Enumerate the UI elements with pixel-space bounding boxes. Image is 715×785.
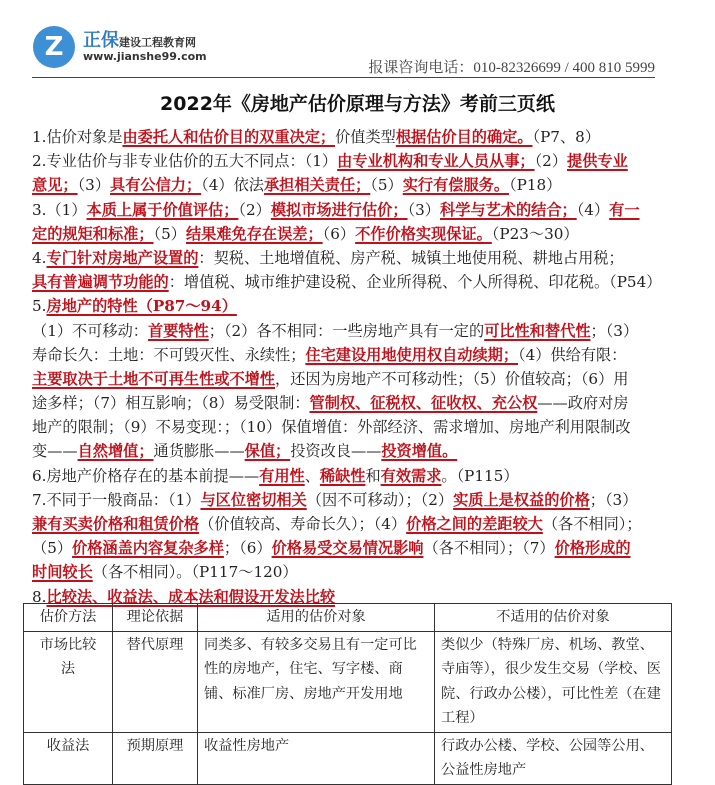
body-text: （6）	[322, 224, 356, 243]
method-comparison-table	[23, 603, 672, 785]
emphasized-text: 自然增值；	[77, 442, 154, 461]
emphasized-text: 定的规矩和标准；	[32, 224, 154, 243]
table-row	[24, 732, 672, 784]
body-text: （2）	[238, 200, 271, 219]
emphasized-text: 根据估价目的确定。	[395, 128, 533, 146]
body-text: （5）	[32, 539, 73, 558]
text-line	[32, 512, 672, 536]
cell-not-applicable: 类似少（特殊厂房、机场、教堂、寺庙等），很少发生交易（学校、医院、行政办公楼），可比性差（在建工程）	[435, 631, 672, 732]
body-text: （各不相同）；（7）	[423, 539, 555, 558]
page-title: 2022年《房地产估价原理与方法》考前三页纸	[160, 93, 555, 115]
emphasized-text: 主要取决于土地不可再生性或不增性	[32, 369, 275, 388]
body-text: （5）	[153, 224, 186, 243]
body-text: ；（3）	[590, 321, 639, 340]
body-text: 3.（1）	[32, 200, 87, 219]
emphasized-text: 首要特性	[147, 321, 209, 340]
text-line	[32, 270, 672, 294]
logo-brand: 正保	[83, 30, 119, 51]
body-text: 6.房地产价格存在的基本前提——	[32, 466, 260, 485]
emphasized-text: 结果难免存在误差；	[185, 224, 323, 243]
column-header: 估价方法	[24, 604, 113, 632]
cell-not-applicable: 行政办公楼、学校、公园等公用、公益性房地产	[435, 732, 672, 784]
body-text: 途多样；（7）相互影响；（8）易受限制：	[32, 394, 310, 413]
column-header: 适用的估价对象	[198, 604, 435, 632]
emphasized-text: 具有公信力；	[110, 176, 202, 195]
body-text: （3）	[77, 176, 111, 195]
emphasized-text: 价格涵盖内容复杂多样	[72, 539, 224, 558]
emphasized-text: 保值；	[244, 442, 291, 461]
emphasized-text: 有用性	[259, 466, 305, 485]
body-text: 寿命长久：土地：不可毁灭性、永续性；	[32, 345, 306, 364]
logo	[33, 20, 263, 70]
text-line	[32, 391, 672, 415]
body-text: ；（3）	[589, 490, 638, 509]
text-line	[32, 222, 672, 246]
text-line	[32, 125, 672, 149]
cell-basis: 替代原理	[113, 631, 198, 732]
emphasized-text: 提供专业	[567, 152, 628, 171]
body-text: （各不相同）；	[542, 515, 642, 533]
body-text: （4）依法	[201, 176, 264, 195]
emphasized-text: 本质上属于价值评估；	[86, 200, 239, 219]
body-text: （5）	[370, 176, 403, 195]
emphasized-text: 由专业机构和专业人员从事；	[337, 152, 535, 171]
text-line	[32, 149, 672, 173]
emphasized-text: 管制权、征税权、征收权、充公权	[309, 394, 538, 413]
emphasized-text: 房地产的特性（P87～94）	[46, 297, 237, 316]
body-text: 地产的限制；（9）不易变现：；（10）保值增值：外部经济、需求增加、房地产利用限制改	[32, 418, 631, 437]
text-line	[32, 488, 672, 512]
emphasized-text: 承担相关责任；	[263, 176, 371, 195]
column-header: 理论依据	[113, 604, 198, 632]
emphasized-text: 不作价格实现保证。	[355, 224, 492, 243]
emphasized-text: 住宅建设用地使用权自动续期；	[305, 345, 518, 364]
body-text: ；（2）各不相同：一些房地产具有一定的	[208, 321, 485, 340]
text-line	[32, 173, 672, 197]
body-text: 8.	[32, 587, 47, 606]
body-text: 投资改良——	[290, 442, 382, 461]
emphasized-text: 与区位密切相关	[200, 490, 307, 509]
body-text: （3）	[407, 200, 440, 219]
emphasized-text: 模拟市场进行估价；	[270, 200, 408, 219]
emphasized-text: 兼有买卖价格和租赁价格	[32, 515, 200, 533]
cell-basis: 预期原理	[113, 732, 198, 784]
phone-info: 报课咨询电话：010-82326699 / 400 810 5999	[368, 60, 655, 76]
column-header: 不适用的估价对象	[435, 604, 672, 632]
body-text: 7.不同于一般商品：（1）	[32, 490, 201, 509]
body-text: 2.专业估价与非专业估价的五大不同点：（1）	[32, 152, 338, 171]
body-text: 价值类型	[335, 128, 396, 146]
emphasized-text: 时间较长	[32, 563, 93, 582]
text-line	[32, 439, 672, 463]
body-text: 通货膨胀——	[153, 442, 245, 461]
cell-method: 市场比较法	[24, 631, 113, 732]
text-line	[32, 560, 672, 584]
body-text: ：增值税、城市维护建设税、企业所得税、个人所得税、印花税。（P54）	[168, 273, 662, 292]
text-line	[32, 415, 672, 439]
text-line	[32, 343, 672, 367]
body-text: ；（6）	[223, 539, 272, 558]
cell-method: 收益法	[24, 732, 113, 784]
table-header-row	[24, 604, 672, 632]
body-text: 4.	[32, 248, 47, 267]
body-text: （4）	[576, 200, 610, 219]
emphasized-text: 意见；	[32, 176, 78, 195]
document-body	[32, 125, 672, 609]
emphasized-text: 有一	[609, 200, 640, 219]
emphasized-text: 投资增值。	[381, 442, 458, 461]
emphasized-text: 有效需求	[380, 466, 442, 485]
logo-name: 建设工程教育网	[119, 36, 196, 49]
text-line	[32, 464, 672, 488]
text-line	[32, 198, 672, 222]
body-text: （各不相同）。（P117～120）	[92, 563, 298, 582]
body-text: ——政府对房	[537, 394, 629, 413]
text-line	[32, 536, 672, 560]
body-text: （4）供给有限：	[518, 345, 627, 364]
text-line	[32, 246, 672, 270]
body-text: （2）	[534, 152, 568, 171]
body-text: （P18）	[509, 176, 562, 195]
emphasized-text: 比较法、收益法、成本法和假设开发法比较	[46, 587, 336, 606]
emphasized-text: 稀缺性	[319, 466, 366, 485]
body-text: ：契税、土地增值税、房产税、城镇土地使用税、耕地占用税；	[198, 248, 624, 267]
emphasized-text: 实行有偿服务。	[402, 176, 510, 195]
body-text: （P23～30）	[491, 224, 579, 243]
body-text: （因不可移动）；（2）	[306, 490, 454, 509]
body-text: （1）不可移动：	[32, 321, 148, 340]
cell-applicable: 同类多、有较多交易且有一定可比性的房地产，住宅、写字楼、商铺、标准厂房、房地产开发用地	[198, 631, 435, 732]
cell-applicable: 收益性房地产	[198, 732, 435, 784]
emphasized-text: 实质上是权益的价格	[453, 490, 590, 509]
emphasized-text: 由委托人和估价目的双重决定；	[122, 128, 336, 146]
body-text: 。（P115）	[441, 466, 519, 485]
body-text: 5.	[32, 297, 47, 316]
emphasized-text: 价格形成的	[554, 539, 631, 558]
logo-icon: Z	[33, 26, 75, 68]
emphasized-text: 具有普遍调节功能的	[32, 273, 169, 292]
text-line	[32, 319, 672, 343]
body-text: ，还因为房地产不可移动性；（5）价值较高；（6）用	[275, 369, 629, 388]
emphasized-text: 价格易受交易情况影响	[271, 539, 424, 558]
body-text: 、	[304, 466, 320, 485]
emphasized-text: 科学与艺术的结合；	[440, 200, 577, 219]
logo-url: www.jianshe99.com	[83, 50, 207, 63]
text-line	[32, 367, 672, 391]
table-row	[24, 631, 672, 732]
body-text: 1.估价对象是	[32, 128, 123, 146]
body-text: （价值较高、寿命长久）；（4）	[199, 515, 407, 533]
text-line	[32, 294, 672, 318]
emphasized-text: 专门针对房地产设置的	[46, 248, 199, 267]
emphasized-text: 可比性和替代性	[484, 321, 591, 340]
body-text: 变——	[32, 442, 78, 461]
body-text: （P7、8）	[532, 128, 601, 146]
body-text: 和	[365, 466, 381, 485]
header-divider	[32, 77, 655, 78]
emphasized-text: 价格之间的差距较大	[406, 515, 543, 533]
